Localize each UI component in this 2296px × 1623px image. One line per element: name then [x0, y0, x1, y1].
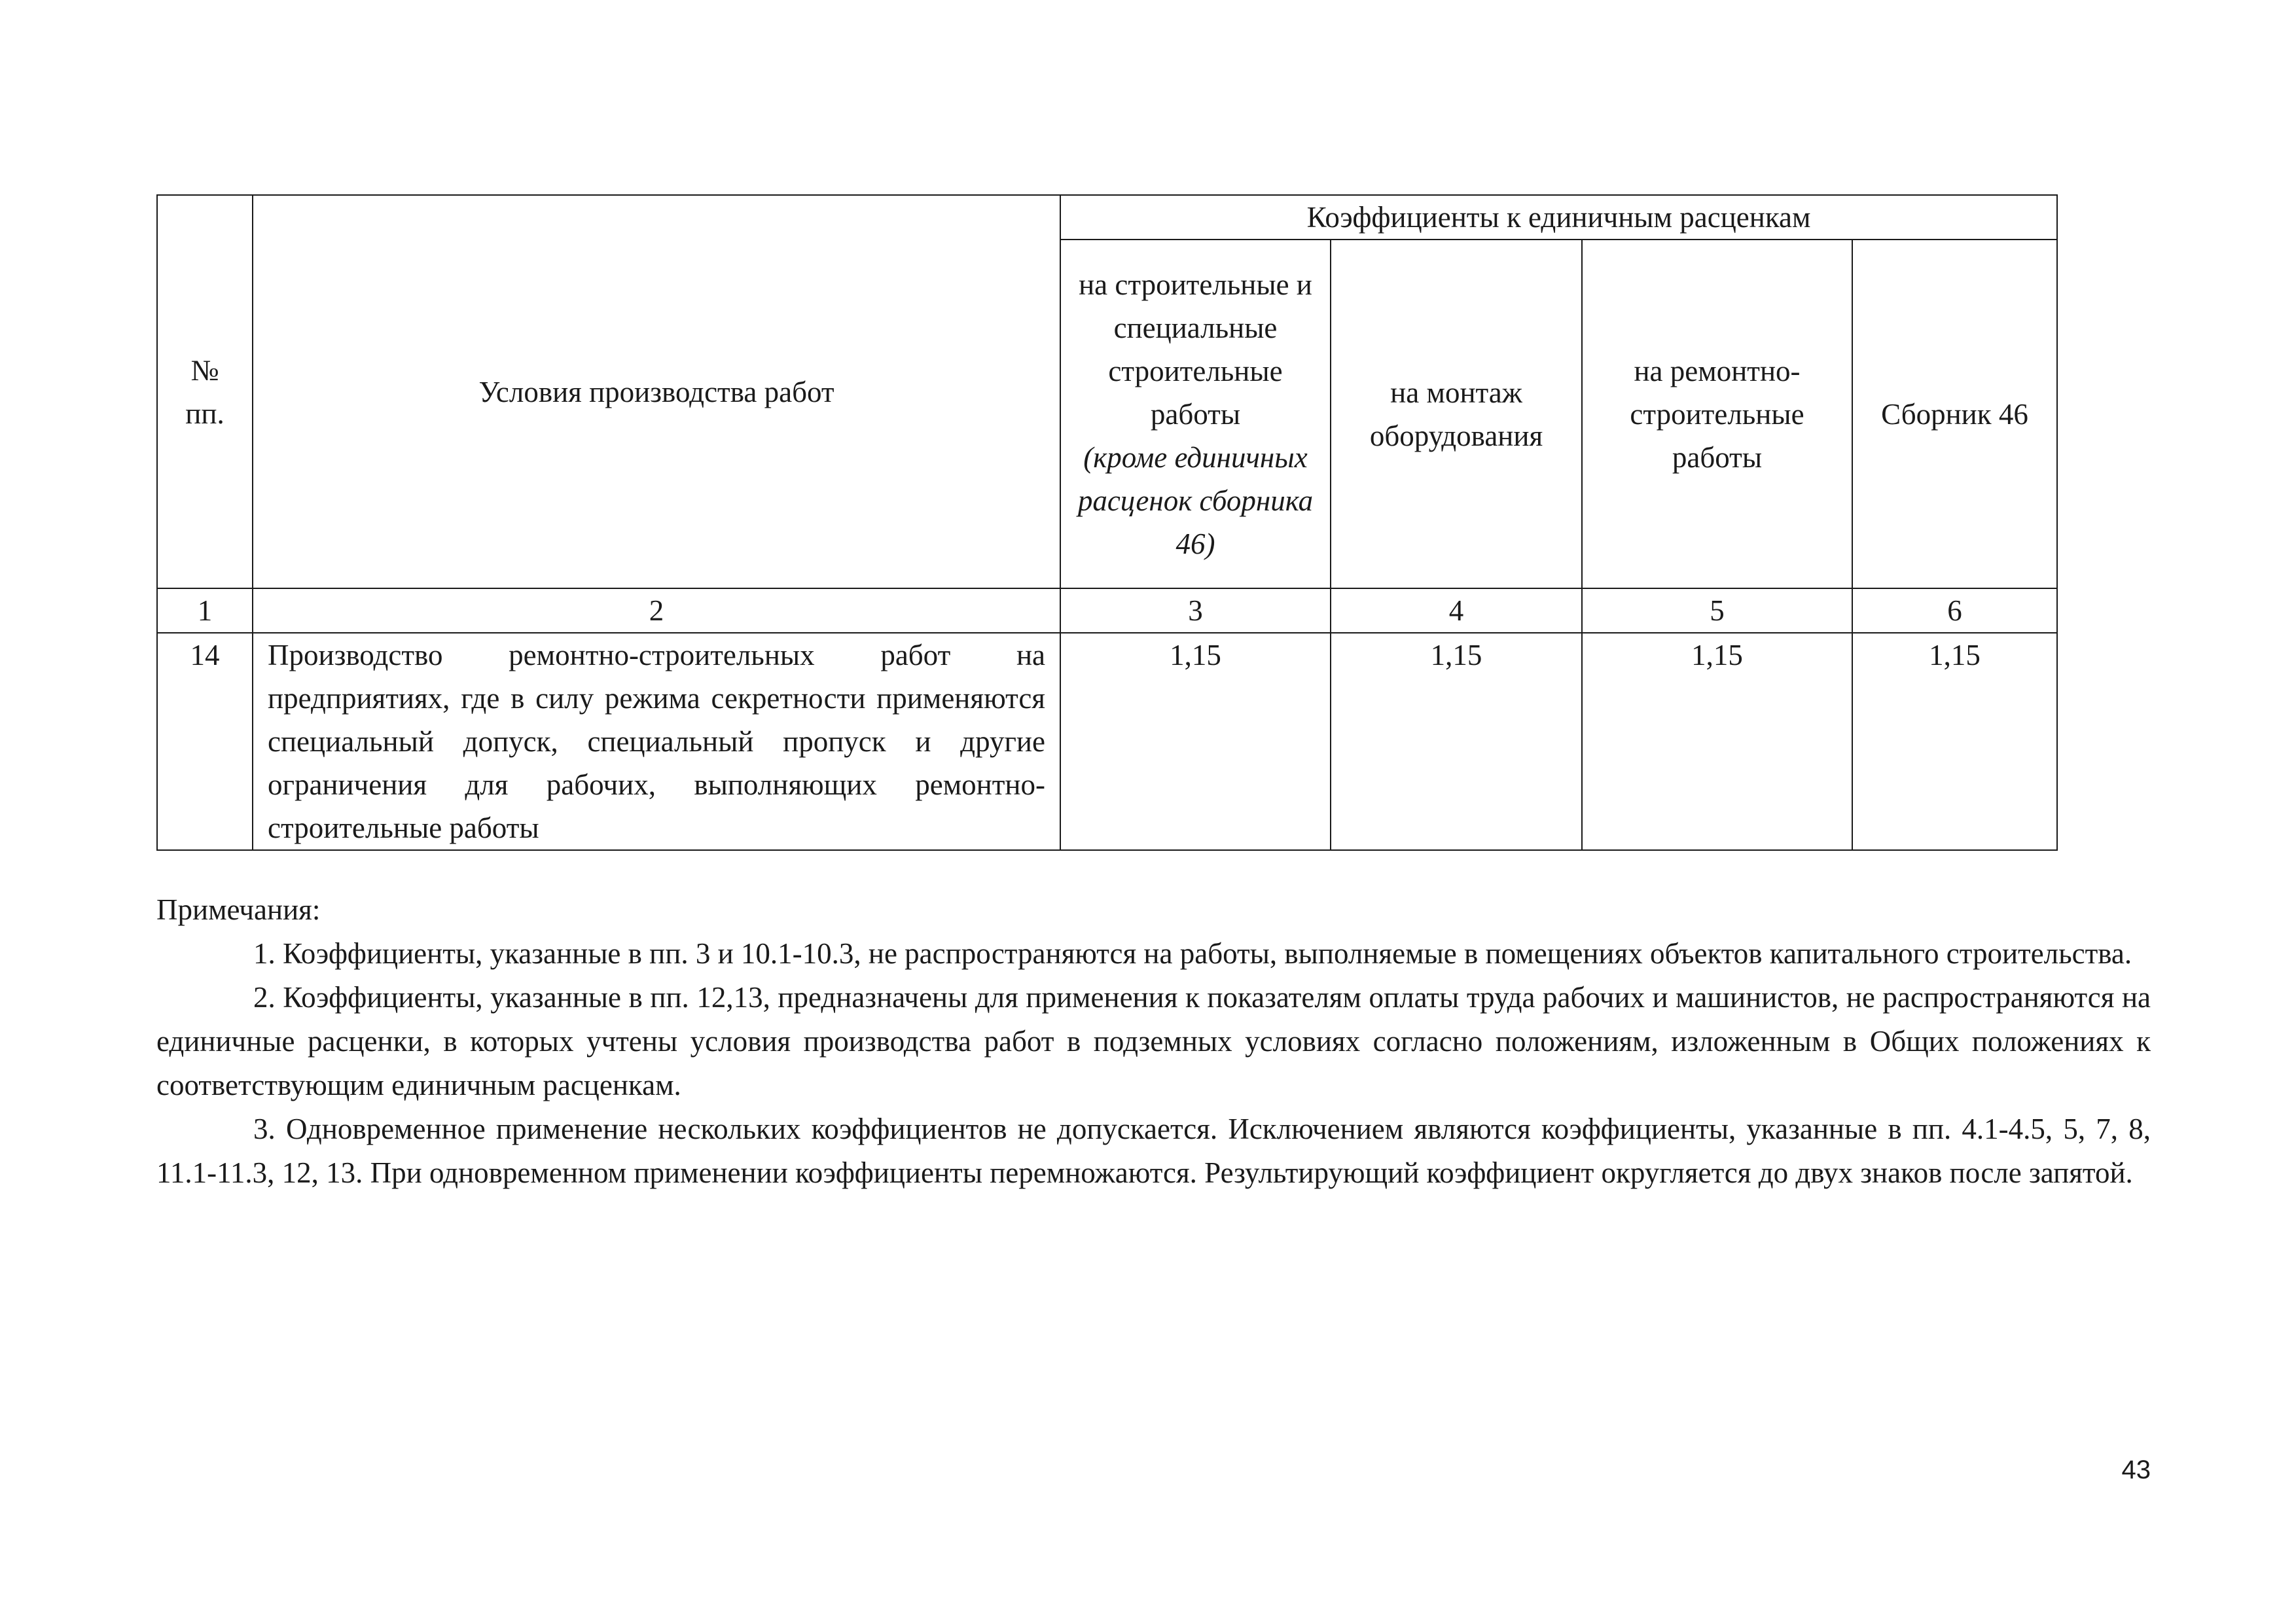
column-number: 1: [157, 588, 253, 633]
header-col4: на монтаж оборудования: [1331, 240, 1582, 588]
coefficients-table: [156, 194, 2058, 851]
header-col3-main: на строительные и специальные строительные работы: [1079, 268, 1312, 431]
notes-title: Примечания:: [156, 893, 321, 926]
page-number: 43: [2121, 1455, 2151, 1484]
header-col3-note: (кроме единичных расценок сборника 46): [1077, 440, 1314, 560]
header-col3: [1060, 240, 1331, 588]
note-item: 1. Коэффициенты, указанные в пп. 3 и 10.1-10.3, не распространяются на работы, выполняемые в помещениях объектов капитального строительства.: [253, 937, 2132, 970]
row-value-col4: 1,15: [1331, 633, 1582, 850]
row-value-col5: 1,15: [1582, 633, 1852, 850]
column-number: 5: [1582, 588, 1852, 633]
column-number: 6: [1852, 588, 2057, 633]
row-value-col6: 1,15: [1852, 633, 2057, 850]
header-num: № пп.: [157, 195, 253, 588]
header-conditions: Условия производства работ: [253, 195, 1060, 588]
column-number: 2: [253, 588, 1060, 633]
table-header-row: [157, 195, 2057, 240]
row-num: 14: [157, 633, 253, 850]
row-condition: Производство ремонтно-строительных работ на предприятиях, где в силу режима секретности применяются специальный допуск, специальный пропуск и другие ограничения для рабочих, выполняющих ремонтно-строительные работы: [253, 633, 1060, 850]
column-number: 4: [1331, 588, 1582, 633]
row-value-col3: 1,15: [1060, 633, 1331, 850]
table-row: [157, 633, 2057, 850]
note-item: 2. Коэффициенты, указанные в пп. 12,13, предназначены для применения к показателям оплаты труда рабочих и машинистов, не распространяются на единичные расценки, в которых учтены условия производства работ в подземных условиях согласно положениям, изложенным в Общих положениях к соответствующим единичным расценкам.: [156, 981, 2151, 1101]
notes-section: [156, 888, 2151, 1195]
note-item: 3. Одновременное применение нескольких коэффициентов не допускается. Исключением являются коэффициенты, указанные в пп. 4.1-4.5, 5, 7, 8, 11.1-11.3, 12, 13. При одновременном применении коэффициенты перемножаются. Результирующий коэффициент округляется до двух знаков после запятой.: [156, 1113, 2151, 1189]
column-number: 3: [1060, 588, 1331, 633]
header-coefficients-group: Коэффициенты к единичным расценкам: [1060, 195, 2057, 240]
column-number-row: [157, 588, 2057, 633]
header-col5: на ремонтно-строительные работы: [1582, 240, 1852, 588]
header-col6: Сборник 46: [1852, 240, 2057, 588]
